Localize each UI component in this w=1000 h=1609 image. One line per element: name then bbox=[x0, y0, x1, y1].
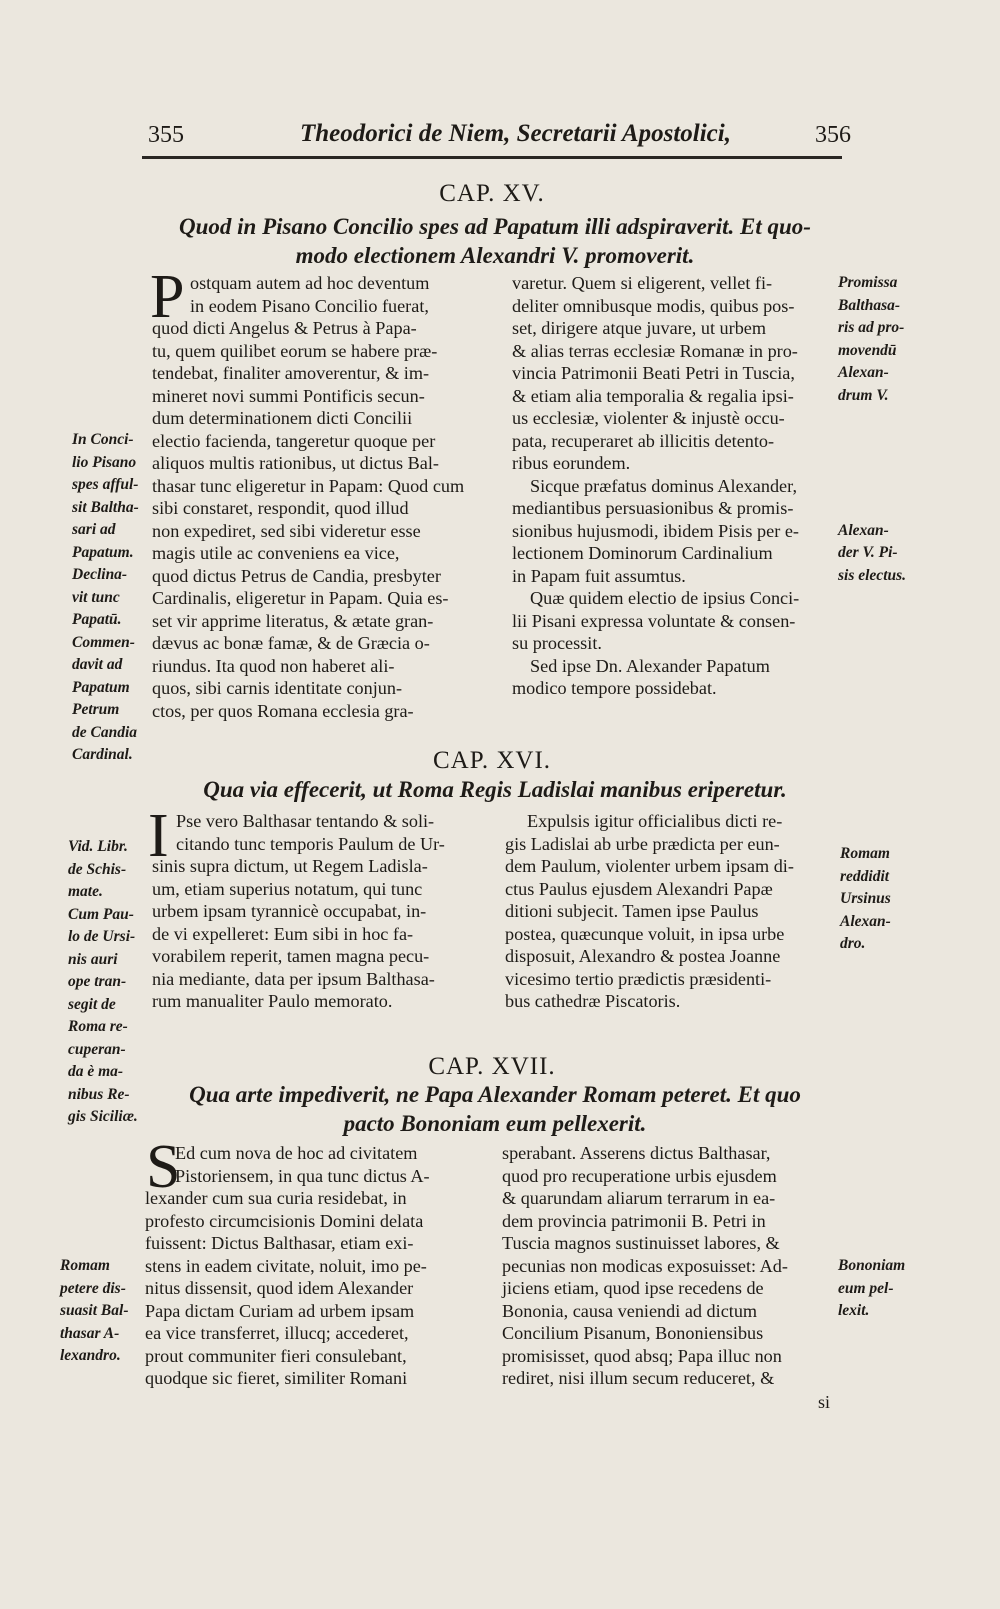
chapter-title bbox=[150, 775, 840, 804]
chapter-title bbox=[150, 1080, 840, 1138]
chapter-title-line: Quod in Pisano Concilio spes ad Papatum illi adspiraverit. Et quo- bbox=[179, 214, 811, 239]
text-line: quos, sibi carnis identitate conjun- bbox=[152, 678, 403, 698]
margin-note-right bbox=[838, 272, 906, 587]
margin-line: lio Pisano bbox=[72, 453, 137, 471]
text-column-right bbox=[512, 272, 832, 700]
text-line: aliquos multis rationibus, ut dictus Bal- bbox=[152, 453, 439, 473]
running-title: Theodorici de Niem, Secretarii Apostolici, bbox=[300, 120, 731, 147]
margin-line: mate. bbox=[68, 883, 103, 900]
text-line: dem Paulum, violenter urbem ipsam di- bbox=[505, 856, 794, 876]
margin-line: ope tran- bbox=[68, 973, 127, 990]
margin-line: vit tunc bbox=[72, 588, 120, 606]
margin-line: ris ad pro- bbox=[838, 319, 905, 336]
text-line: gis Ladislai ab urbe prædicta per eun- bbox=[505, 833, 780, 854]
text-line: Ed cum nova de hoc ad civitatem bbox=[175, 1143, 418, 1163]
margin-line: eum pel- bbox=[838, 1279, 894, 1297]
margin-note-left bbox=[68, 836, 138, 1129]
margin-line bbox=[838, 430, 906, 453]
margin-line bbox=[838, 497, 906, 520]
text-line: nitus dissensit, quod idem Alexander bbox=[145, 1278, 414, 1298]
text-line: non expediret, sed sibi videretur esse bbox=[152, 520, 421, 541]
text-line: bus cathedræ Piscatoris. bbox=[505, 991, 681, 1011]
text-line: & quarundam aliarum terrarum in ea- bbox=[502, 1188, 776, 1208]
margin-line: sis electus. bbox=[838, 566, 907, 584]
text-line: Tuscia magnos sustinuisset labores, & bbox=[502, 1233, 780, 1253]
text-line: urbem ipsam tyrannicè occupabat, in- bbox=[152, 901, 427, 921]
text-line: sionibus hujusmodi, ibidem Pisis per e- bbox=[512, 520, 799, 541]
margin-line: nis auri bbox=[68, 950, 118, 968]
text-line: electio facienda, tangeretur quoque per bbox=[152, 430, 436, 451]
text-line: citando tunc temporis Paulum de Ur- bbox=[176, 833, 445, 854]
margin-note-left bbox=[60, 1255, 128, 1368]
drop-cap: I bbox=[148, 802, 169, 870]
text-line: postea, quæcunque voluit, in ipsa urbe bbox=[505, 923, 785, 944]
text-line: us ecclesiæ, violenter & injustè occu- bbox=[512, 408, 785, 428]
margin-note-right bbox=[840, 843, 891, 956]
margin-line: drum V. bbox=[838, 386, 889, 404]
header-rule bbox=[142, 156, 842, 159]
right-page-number: 356 bbox=[815, 122, 851, 148]
margin-line: Cum Pau- bbox=[68, 905, 134, 923]
margin-line: petere dis- bbox=[60, 1279, 126, 1297]
text-line: rum manualiter Paulo memorato. bbox=[152, 991, 393, 1011]
text-line: disposuit, Alexandro & postea Joanne bbox=[505, 946, 781, 966]
text-line: in Papam fuit assumtus. bbox=[512, 565, 686, 586]
margin-line: dro. bbox=[840, 935, 866, 952]
margin-line: spes afful- bbox=[72, 476, 139, 493]
margin-line: der V. Pi- bbox=[838, 544, 898, 561]
text-line: stens in eadem civitate, noluit, imo pe- bbox=[145, 1255, 427, 1276]
margin-line: sit Baltha- bbox=[72, 498, 139, 516]
text-line: vincia Patrimonii Beati Petri in Tuscia, bbox=[512, 363, 795, 383]
text-line: sperabant. Asserens dictus Balthasar, bbox=[502, 1143, 771, 1163]
text-column-left bbox=[152, 810, 492, 1013]
chapter-title-line: Qua via effecerit, ut Roma Regis Ladislai manibus eriperetur. bbox=[203, 777, 787, 802]
margin-line: lexandro. bbox=[60, 1347, 121, 1364]
margin-line: Balthasa- bbox=[838, 296, 901, 314]
text-line: Bononia, causa veniendi ad dictum bbox=[502, 1300, 758, 1321]
chapter-title-line: pacto Bononiam eum pellexerit. bbox=[343, 1111, 647, 1136]
text-line: sinis supra dictum, ut Regem Ladisla- bbox=[152, 856, 428, 876]
chapter-title bbox=[150, 212, 840, 270]
margin-line: Papatum bbox=[72, 678, 130, 696]
text-line: ctos, per quos Romana ecclesia gra- bbox=[152, 700, 414, 721]
drop-cap: P bbox=[150, 263, 185, 331]
text-column-left bbox=[152, 272, 492, 722]
margin-note-left bbox=[72, 429, 139, 767]
chapter-title-line: modo electionem Alexandri V. promoverit. bbox=[295, 243, 695, 268]
text-line: tendebat, finaliter amoverentur, & im- bbox=[152, 363, 430, 383]
text-line: ostquam autem ad hoc deventum bbox=[190, 273, 430, 293]
text-line: set, dirigere atque juvare, ut urbem bbox=[512, 318, 767, 338]
text-line: set vir apprime literatus, & ætate gran- bbox=[152, 610, 434, 631]
text-line: dum determinationem dicti Concilii bbox=[152, 408, 413, 428]
margin-line: Alexan- bbox=[838, 364, 889, 381]
text-line: um, etiam superius notatum, qui tunc bbox=[152, 878, 423, 899]
text-line: quod dicti Angelus & Petrus à Papa- bbox=[152, 318, 417, 338]
margin-line: Promissa bbox=[838, 274, 898, 291]
text-column-right bbox=[505, 810, 835, 1013]
text-line: nia mediante, data per ipsum Balthasa- bbox=[152, 968, 435, 989]
margin-line bbox=[838, 407, 906, 430]
margin-line: Commen- bbox=[72, 633, 135, 651]
text-line: fuissent: Dictus Balthasar, etiam exi- bbox=[145, 1233, 414, 1253]
text-line: Pistoriensem, in qua tunc dictus A- bbox=[175, 1165, 430, 1186]
text-line: vorabilem reperit, tamen magna pecu- bbox=[152, 946, 430, 966]
text-line: varetur. Quem si eligerent, vellet fi- bbox=[512, 273, 773, 293]
text-line: thasar tunc eligeretur in Papam: Quod cum bbox=[152, 475, 465, 496]
text-line: riundus. Ita quod non haberet ali- bbox=[152, 655, 395, 676]
margin-line: Bononiam bbox=[838, 1257, 906, 1274]
text-line: pecunias non modicas exposuisset: Ad- bbox=[502, 1255, 788, 1276]
text-column-left bbox=[145, 1142, 485, 1390]
text-line: dævus ac bonæ famæ, & de Græcia o- bbox=[152, 633, 430, 653]
text-line: & alias terras ecclesiæ Romanæ in pro- bbox=[512, 340, 798, 361]
text-line: Cardinalis, eligeretur in Papam. Quia es- bbox=[152, 588, 449, 608]
margin-line: Petrum bbox=[72, 701, 120, 718]
chapter-heading: CAP. XV. bbox=[439, 180, 545, 207]
text-line: rediret, nisi illum secum reduceret, & bbox=[502, 1368, 775, 1388]
text-line: prout communiter fieri consulebant, bbox=[145, 1345, 407, 1366]
margin-line: thasar A- bbox=[60, 1324, 120, 1342]
text-line: jiciens etiam, quod ipse recedens de bbox=[502, 1278, 764, 1298]
text-line: lii Pisani expressa voluntate & consen- bbox=[512, 610, 796, 631]
margin-line: Romam bbox=[60, 1257, 110, 1274]
margin-line: Declina- bbox=[72, 566, 128, 583]
text-line: mineret novi summi Pontificis secun- bbox=[152, 385, 425, 406]
drop-cap: S bbox=[146, 1133, 181, 1201]
margin-line: de Candia bbox=[72, 723, 138, 741]
margin-line: sari ad bbox=[72, 521, 116, 538]
margin-line: reddidit bbox=[840, 867, 890, 885]
margin-line bbox=[838, 475, 906, 498]
text-line: Concilium Pisanum, Bononiensibus bbox=[502, 1323, 764, 1343]
margin-line: gis Siciliæ. bbox=[68, 1108, 138, 1125]
margin-line: cuperan- bbox=[68, 1040, 126, 1058]
margin-line: Romam bbox=[840, 845, 890, 862]
text-line: quod dictus Petrus de Candia, presbyter bbox=[152, 565, 441, 586]
text-line: lexander cum sua curia residebat, in bbox=[145, 1188, 407, 1208]
margin-line: Papatū. bbox=[72, 611, 122, 628]
margin-line: Papatum. bbox=[72, 543, 134, 561]
text-line: quodque sic fieret, similiter Romani bbox=[145, 1368, 408, 1388]
margin-line: lo de Ursi- bbox=[68, 928, 136, 945]
margin-line: Alexan- bbox=[838, 521, 889, 539]
margin-line bbox=[838, 452, 906, 475]
margin-line: Roma re- bbox=[68, 1018, 128, 1035]
catchword: si bbox=[818, 1392, 831, 1412]
text-line: Papa dictam Curiam ad urbem ipsam bbox=[145, 1300, 415, 1321]
text-line: mediantibus persuasionibus & promis- bbox=[512, 498, 794, 518]
margin-line: segit de bbox=[68, 995, 116, 1013]
margin-line: Alexan- bbox=[840, 912, 891, 930]
text-line: Expulsis igitur officialibus dicti re- bbox=[527, 811, 783, 831]
chapter-heading: CAP. XVI. bbox=[432, 747, 552, 774]
margin-line: suasit Bal- bbox=[60, 1302, 129, 1319]
text-line: modico tempore possidebat. bbox=[512, 678, 717, 698]
text-line: vicesimo tertio prædictis præsidenti- bbox=[505, 968, 772, 989]
text-line: de vi expelleret: Eum sibi in hoc fa- bbox=[152, 923, 414, 944]
margin-line: da è ma- bbox=[68, 1063, 124, 1080]
text-line: ditioni subjecit. Tamen ipse Paulus bbox=[505, 901, 759, 921]
left-page-number: 355 bbox=[148, 122, 184, 148]
text-line: Quæ quidem electio de ipsius Conci- bbox=[530, 588, 800, 608]
text-line: ctus Paulus ejusdem Alexandri Papæ bbox=[505, 878, 773, 899]
text-line: Pse vero Balthasar tentando & soli- bbox=[176, 811, 435, 831]
margin-line: In Conci- bbox=[72, 431, 134, 448]
text-line: Sicque præfatus dominus Alexander, bbox=[530, 475, 797, 496]
text-line: deliter omnibusque modis, quibus pos- bbox=[512, 295, 795, 316]
text-line: su processit. bbox=[512, 633, 602, 653]
text-line: dem provincia patrimonii B. Petri in bbox=[502, 1210, 766, 1231]
text-line: & etiam alia temporalia & regalia ipsi- bbox=[512, 385, 794, 406]
text-line: quod pro recuperatione urbis ejusdem bbox=[502, 1165, 777, 1186]
margin-line: Vid. Libr. bbox=[68, 838, 128, 855]
text-line: Sed ipse Dn. Alexander Papatum bbox=[530, 655, 770, 676]
chapter-heading: CAP. XVII. bbox=[428, 1053, 556, 1080]
margin-line: movendū bbox=[838, 341, 897, 359]
margin-line: lexit. bbox=[838, 1302, 870, 1319]
text-line: pata, recuperaret ab illicitis detento- bbox=[512, 430, 775, 451]
text-line: promisisset, quod absq; Papa illuc non bbox=[502, 1345, 782, 1366]
text-line: ea vice transferret, illucq; accederet, bbox=[145, 1323, 409, 1343]
text-line: profesto circumcisionis Domini delata bbox=[145, 1210, 424, 1231]
text-column-right bbox=[502, 1142, 832, 1390]
margin-line: davit ad bbox=[72, 656, 123, 673]
text-line: lectionem Dominorum Cardinalium bbox=[512, 543, 773, 563]
text-line: tu, quem quilibet eorum se habere præ- bbox=[152, 340, 438, 361]
text-line: ribus eorundem. bbox=[512, 453, 631, 473]
text-line: magis utile ac conveniens ea vice, bbox=[152, 543, 400, 563]
margin-line: Cardinal. bbox=[72, 746, 133, 763]
margin-line: de Schis- bbox=[68, 860, 127, 878]
margin-note-right bbox=[838, 1255, 905, 1323]
margin-line: nibus Re- bbox=[68, 1085, 130, 1103]
text-line: in eodem Pisano Concilio fuerat, bbox=[190, 295, 429, 316]
text-line: sibi constaret, respondit, quod illud bbox=[152, 498, 409, 518]
margin-line: Ursinus bbox=[840, 890, 891, 907]
chapter-title-line: Qua arte impediverit, ne Papa Alexander Romam peteret. Et quo bbox=[189, 1082, 801, 1107]
